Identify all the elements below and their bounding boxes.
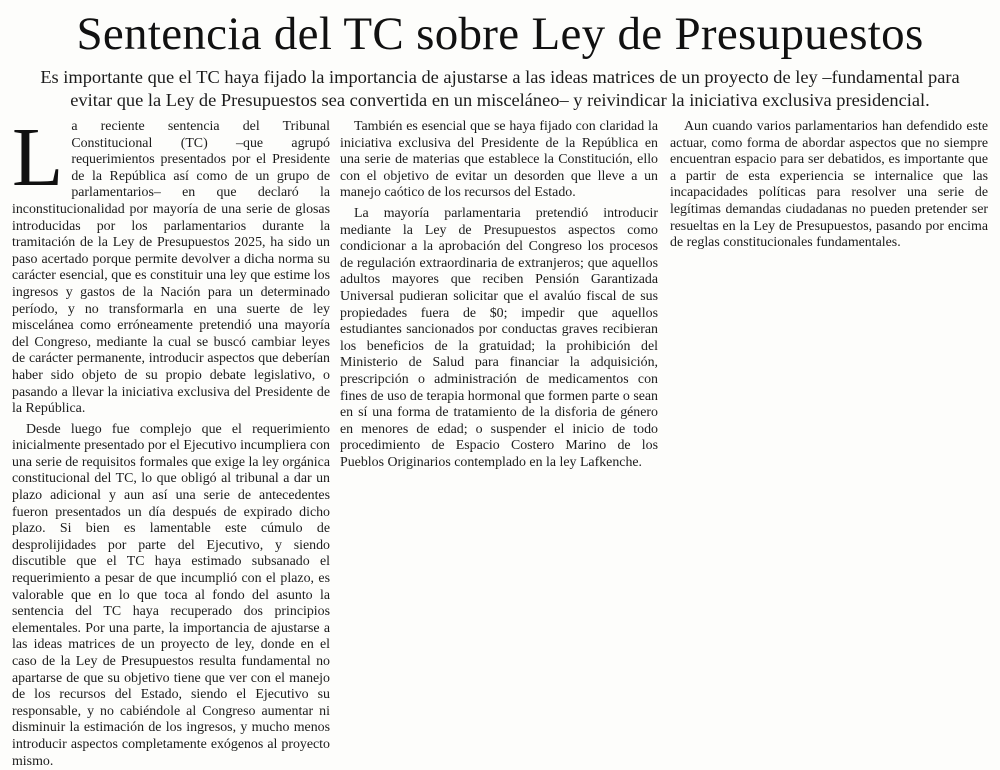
article-column-1 (12, 111, 330, 769)
article-paragraph-2: Desde luego fue complejo que el requerimiento inicialmente presentado por el Ejecutivo incumpliera con una serie de requisitos formales que exige la ley orgánica constitucional del TC, lo que obligó al tribunal a dar un plazo adicional y aun así una serie de antecedentes fueron presentados un día después de expirado dicho plazo. Si bien es lamentable este cúmulo de desprolijidades por parte del Ejecutivo, y siendo discutible que el TC haya estimado subsanado el requerimiento a pesar de que incumplió con el plazo, es valorable que en lo que toca al fondo del asunto la sentencia del TC haya recuperado dos principios elementales. Por una parte, la importancia de ajustarse a las ideas matrices de un proyecto de ley, donde en el caso de la Ley de Presupuestos resulta fundamental no apartarse de que su objetivo tiene que ver con el manejo de los recursos del Estado, siendo el Ejecutivo su responsable, y no cabiéndole al Congreso aumentar ni disminuir la estimación de los ingresos, y mucho menos introducir aspectos completamente exógenos al proyecto mismo. (12, 421, 330, 769)
article-column-2 (340, 119, 658, 470)
article-headline: Sentencia del TC sobre Ley de Presupuestos (76, 8, 924, 60)
article-paragraph-1 (12, 111, 330, 418)
article-lead: Es importante que el TC haya fijado la importancia de ajustarse a las ideas matrices de un proyecto de ley –fundamental para evitar que la Ley de Presupuestos sea convertida en un misceláneo– y reivindicar la iniciativa exclusiva presidencial. (40, 67, 960, 110)
article-paragraph-4: La mayoría parlamentaria pretendió introducir mediante la Ley de Presupuestos aspectos como condicionar a la aprobación del Congreso los procesos de regulación extraordinaria de extranjeros; que aquellos adultos mayores que reciben Pensión Garantizada Universal pudieran solicitar que el avalúo fiscal de sus propiedades fuera de $0; impedir que aquellos estudiantes sancionados por conductas graves recibieran los beneficios de la gratuidad; la prohibición del Ministerio de Salud para financiar la adquisición, prescripción o administración de medicamentos con fines de uso de terapia hormonal que formen parte o sean en sí una forma de tratamiento de la disforia de género en menores de edad; o suspender el inicio de todo procedimiento de Espacio Costero Marino de los Pueblos Originarios contemplado en la ley Lafkenche. (340, 205, 658, 470)
article-paragraph-5: Aun cuando varios parlamentarios han defendido este actuar, como forma de abordar aspectos que no siempre encuentran espacio para ser debatidos, es importante que a partir de esta experiencia se internalice que las incapacidades políticas para resolver una serie de legítimas demandas ciudadanas no pueden pretender ser resueltas en la Ley de Presupuestos, pasando por encima de reglas constitucionales fundamentales. (670, 119, 988, 251)
article-column-3 (670, 119, 988, 441)
paragraph-1-text: a reciente sentencia del Tribunal Constitucional (TC) –que agrupó requerimientos presentados por el Presidente de la República así como de un grupo de parlamentarios– en que declaró la inconstitucionalidad por mayoría de una serie de glosas introducidas por los parlamentarios durante la tramitación de la Ley de Presupuestos 2025, ha sido un paso acertado porque permite devolver a dicha norma su carácter esencial, que es constituir una ley que estime los ingresos y gastos de la Nación para un determinado período, y no transformarla en una suerte de ley misceláneа como erróneamente pretendió una mayoría del Congreso, mediante la cual se buscó cambiar leyes de carácter permanente, introducir aspectos que deberían haber sido objeto de su propio debate legislativo, o pasando a llevar la iniciativa exclusiva del Presidente de la República. (12, 119, 330, 417)
article-paragraph-3: También es esencial que se haya fijado con claridad la iniciativa exclusiva del Presidente de la República en una serie de materias que establece la Constitución, ello con el objetivo de evitar un desorden que lleve a un manejo caótico de los recursos del Estado. (340, 119, 658, 201)
drop-cap: L (12, 111, 64, 204)
